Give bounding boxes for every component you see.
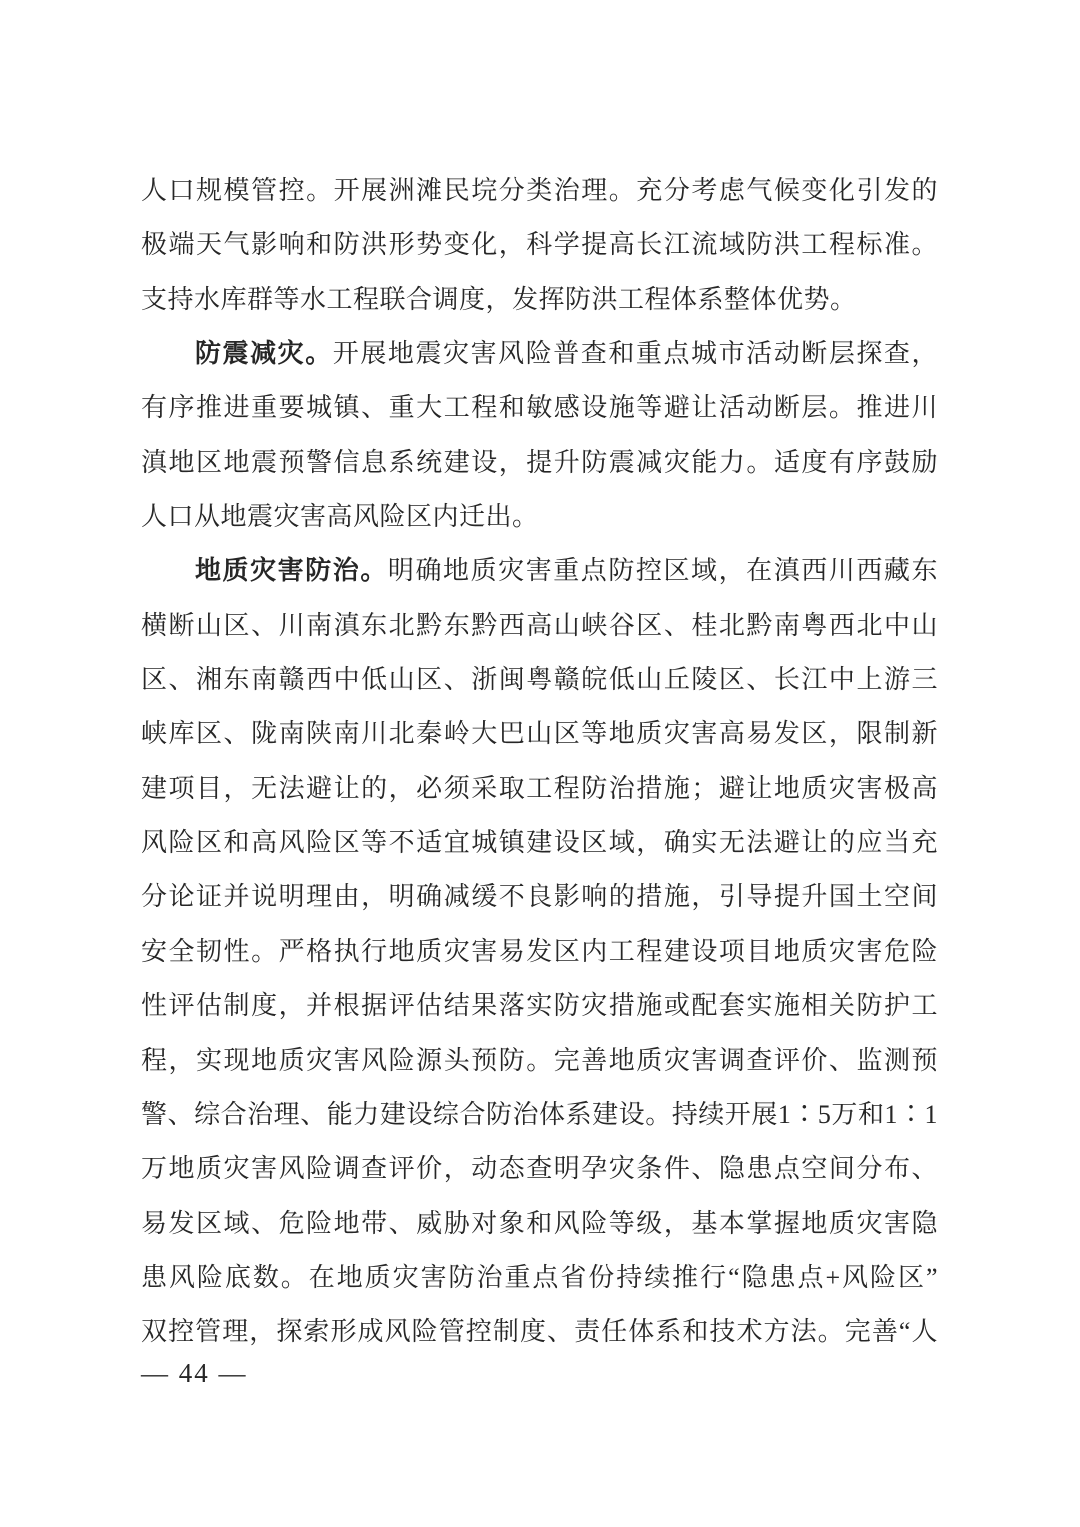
text-line: 横断山区、川南滇东北黔东黔西高山峡谷区、桂北黔南粤西北中山 <box>141 610 938 640</box>
text-line: 易发区域、危险地带、威胁对象和风险等级，基本掌握地质灾害隐 <box>141 1208 938 1238</box>
text-line: 患风险底数。在地质灾害防治重点省份持续推行“隐患点+风险区” <box>141 1262 938 1292</box>
text-line: 有序推进重要城镇、重大工程和敏感设施等避让活动断层。推进川 <box>141 393 938 423</box>
text-line: 性评估制度，并根据评估结果落实防灾措施或配套实施相关防护工 <box>141 991 938 1021</box>
text-line: 支持水库群等水工程联合调度，发挥防洪工程体系整体优势。 <box>141 284 857 314</box>
page-number: — 44 — <box>141 1358 248 1388</box>
text-line: 警、综合治理、能力建设综合防治体系建设。持续开展1∶5万和1∶1 <box>141 1099 938 1129</box>
text-line: 双控管理，探索形成风险管控制度、责任体系和技术方法。完善“人 <box>141 1317 938 1347</box>
text-line <box>141 544 938 598</box>
text-line: 万地质灾害风险调查评价，动态查明孕灾条件、隐患点空间分布、 <box>141 1154 938 1184</box>
paragraph-lead-bold: 防震减灾。 <box>195 339 333 369</box>
text-line: 峡库区、陇南陕南川北秦岭大巴山区等地质灾害高易发区，限制新 <box>141 719 938 749</box>
text-line: 极端天气影响和防洪形势变化，科学提高长江流域防洪工程标准。 <box>141 230 938 260</box>
text-line <box>141 327 938 381</box>
text-line: 区、湘东南赣西中低山区、浙闽粤赣皖低山丘陵区、长江中上游三 <box>141 665 938 695</box>
text-line: 风险区和高风险区等不适宜城镇建设区域，确实无法避让的应当充 <box>141 828 938 858</box>
text-line: 人口规模管控。开展洲滩民垸分类治理。充分考虑气候变化引发的 <box>141 176 938 205</box>
page-footer <box>141 1356 248 1390</box>
paragraph-lead-bold: 地质灾害防治。 <box>195 556 388 586</box>
text-line: 程，实现地质灾害风险源头预防。完善地质灾害调查评价、监测预 <box>141 1045 938 1075</box>
text-line: 人口从地震灾害高风险区内迁出。 <box>141 502 539 532</box>
text-line: 建项目，无法避让的，必须采取工程防治措施；避让地质灾害极高 <box>141 773 938 803</box>
text-line: 滇地区地震预警信息系统建设，提升防震减灾能力。适度有序鼓励 <box>141 447 938 477</box>
text-line: 分论证并说明理由，明确减缓不良影响的措施，引导提升国土空间 <box>141 882 938 912</box>
text-line: 安全韧性。严格执行地质灾害易发区内工程建设项目地质灾害危险 <box>141 936 938 966</box>
line-text: 开展地震灾害风险普查和重点城市活动断层探查， <box>332 339 938 369</box>
document-body <box>141 164 938 1360</box>
line-text: 明确地质灾害重点防控区域，在滇西川西藏东 <box>387 556 938 586</box>
